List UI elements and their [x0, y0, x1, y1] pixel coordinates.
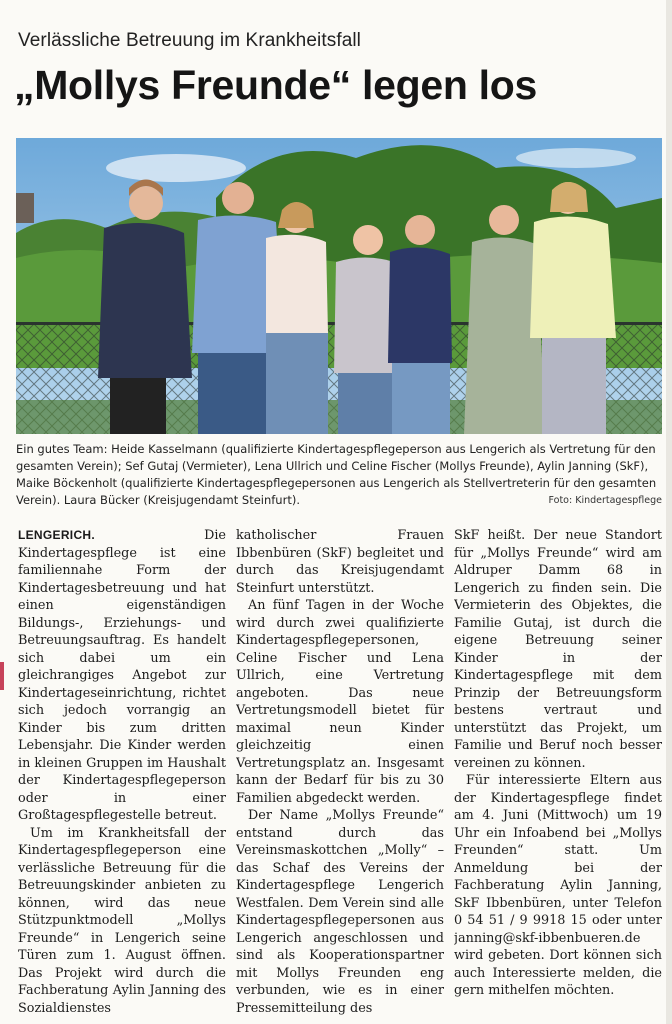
- paragraph: Für interessierte Eltern aus der Kindertagespflege findet am 4. Juni (Mittwoch) um 19 Uhr ein Infoabend bei „Mollys Freunden“ statt. Um Anmeldung bei der Fachberatung Aylin Janning, SkF Ibbenbüren, unter Telefon 0 54 51 / 9 9918 15 oder unter janning@skf-ibbenbueren.de wird gebeten. Dort können sich auch Interessierte melden, die gern mithelfen möchten.: [454, 773, 662, 998]
- paragraph: Der Name „Mollys Freunde“ entstand durch das Vereinsmaskottchen „Molly“ – das Schaf des Vereins der Kindertagespflege Lengerich Westfalen. Dem Verein sind alle Kindertagespflegepersonen aus Lengerich angeschlossen und sind als Kooperationspartner mit Mollys Freunden eng verbunden, wie es in einer Pressemitteilung des: [236, 808, 444, 1016]
- paragraph: katholischer Frauen Ibbenbüren (SkF) begleitet und durch das Kreisjugendamt Steinfurt unterstützt.: [236, 528, 444, 596]
- caption-text: Ein gutes Team: Heide Kasselmann (qualifizierte Kindertagespflegeperson aus Lengerich als Vertretung für den gesamten Verein); Sef Gutaj (Vermieter), Lena Ullrich und Celine Fischer (Mollys Freunde), Aylin Janning (SkF), Maike Böckenholt (qualifizierte Kindertagespflegepersonen aus Lengerich als Stellvertreterin für den gesamten Verein). Laura Bücker (Kreisjugendamt Steinfurt).: [16, 442, 657, 507]
- photo-credit: Foto: Kindertagespflege: [543, 492, 662, 509]
- margin-marker: [0, 662, 4, 690]
- dateline: LENGERICH.: [18, 528, 96, 542]
- paragraph: SkF heißt. Der neue Standort für „Mollys Freunde“ wird am Aldruper Damm 68 in Lengerich zu finden sein. Die Vermieterin des Objektes, die Familie Gutaj, ist durch die eigene Betreuung seiner Kinder in der Kindertagespflege mit dem Prinzip der Betreuungsform bestens vertraut und unterstützt das Projekt, um Familie und Beruf noch besser vereinen zu können.: [454, 528, 662, 771]
- column-1: [18, 527, 226, 1017]
- article-body: [18, 527, 662, 1017]
- team-photo: [16, 138, 662, 434]
- photo-caption: [16, 441, 662, 509]
- article-kicker: Verlässliche Betreuung im Krankheitsfall: [18, 30, 362, 51]
- paragraph: Die Kindertagespflege ist eine familiennahe Form der Kindertagesbetreuung und hat einen eigenständigen Bildungs-, Erziehungs- und Betreuungsauftrag. Es handelt sich dabei um ein gleichrangiges Angebot zur Kindertageseinrichtung, richtet sich jedoch vorrangig an Kinder bis zum dritten Lebensjahr. Die Kinder werden in kleinen Gruppen im Haushalt der Kindertagespflegeperson oder in einer Großtagespflegestelle betreut.: [18, 528, 226, 823]
- column-2: [236, 527, 444, 1017]
- paragraph: An fünf Tagen in der Woche wird durch zwei qualifizierte Kindertagespflegepersonen, Celine Fischer und Lena Ullrich, eine Vertretung angeboten. Das neue Vertretungsmodell bietet für maximal neun Kinder gleichzeitig einen Vertretungsplatz an. Insgesamt kann der Bedarf für bis zu 30 Familien abgedeckt werden.: [236, 598, 444, 806]
- article-headline: „Mollys Freunde“ legen los: [14, 62, 538, 108]
- column-3: [454, 527, 662, 1017]
- paragraph: Um im Krankheitsfall der Kindertagespflegeperson eine verlässliche Betreuung für die Betreuungskinder anbieten zu können, wird das neue Stützpunktmodell „Mollys Freunde“ in Lengerich seine Türen zum 1. August öffnen. Das Projekt wird durch die Fachberatung Aylin Janning des Sozialdienstes: [18, 825, 226, 1016]
- page-edge: [666, 0, 672, 1024]
